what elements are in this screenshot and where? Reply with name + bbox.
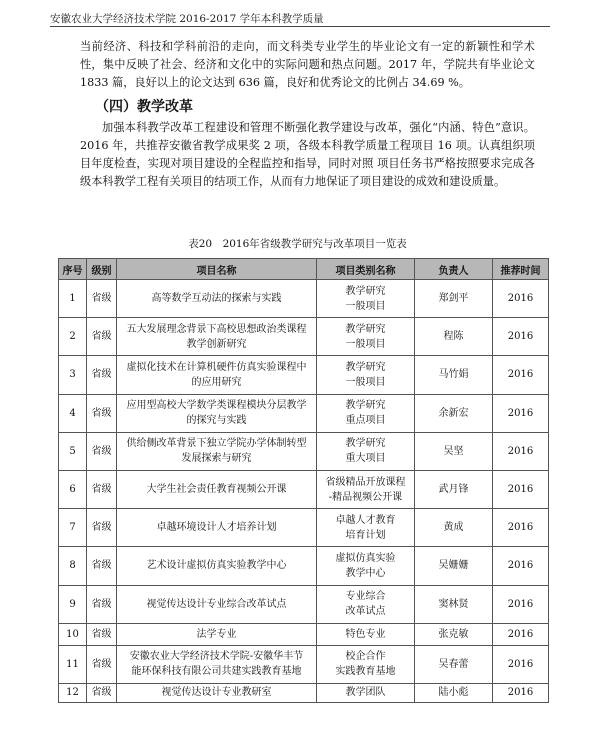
cell-index: 4 — [59, 394, 87, 432]
cell-leader: 陆小彪 — [415, 683, 493, 702]
header-cell: 序号 — [59, 259, 87, 280]
cell-category: 卓越人才教育 培育计划 — [317, 509, 415, 547]
cell-category: 专业综合 改革试点 — [317, 585, 415, 623]
header-cell: 负责人 — [415, 259, 493, 280]
cell-year: 2016 — [493, 318, 549, 356]
cell-project-name: 安徽农业大学经济技术学院-安徽华丰节 能环保科技有限公司共建实践教育基地 — [117, 645, 317, 683]
table-row — [59, 394, 549, 432]
cell-leader: 吴春蕾 — [415, 645, 493, 683]
cell-level: 省级 — [87, 645, 117, 683]
paragraph-thesis: 当前经济、科技和学科前沿的走向，而文科类专业学生的毕业论文有一定的新颖性和学术性，集中反映了社会、经济和文化中的实际问题和热点问题。2017 年，学院共有毕业论文 1833 篇，良好以上的论文达到 636 篇，良好和优秀论文的比例占 34.69 %。 — [80, 40, 535, 89]
cell-project-name: 艺术设计虚拟仿真实验教学中心 — [117, 547, 317, 585]
table-row — [59, 318, 549, 356]
page-header: 安徽农业大学经济技术学院 2016-2017 学年本科教学质量 — [50, 13, 324, 25]
cell-project-name: 卓越环境设计人才培养计划 — [117, 509, 317, 547]
cell-year: 2016 — [493, 623, 549, 645]
cell-index: 2 — [59, 318, 87, 356]
cell-leader: 窦林贤 — [415, 585, 493, 623]
cell-year: 2016 — [493, 356, 549, 394]
cell-leader: 程陈 — [415, 318, 493, 356]
cell-project-name: 虚拟化技术在计算机硬件仿真实验课程中 的应用研究 — [117, 356, 317, 394]
cell-category: 教学研究 重点项目 — [317, 394, 415, 432]
cell-index: 5 — [59, 432, 87, 470]
cell-leader: 武月锋 — [415, 470, 493, 508]
table-row — [59, 356, 549, 394]
cell-year: 2016 — [493, 683, 549, 702]
table-row — [59, 547, 549, 585]
cell-category: 教学团队 — [317, 683, 415, 702]
cell-leader: 郑剑平 — [415, 280, 493, 318]
cell-leader: 吴姗姗 — [415, 547, 493, 585]
cell-project-name: 法学专业 — [117, 623, 317, 645]
cell-category: 教学研究 一般项目 — [317, 318, 415, 356]
cell-level: 省级 — [87, 470, 117, 508]
cell-project-name: 供给侧改革背景下独立学院办学体制转型 发展探索与研究 — [117, 432, 317, 470]
table-body — [59, 280, 549, 703]
cell-year: 2016 — [493, 280, 549, 318]
cell-level: 省级 — [87, 280, 117, 318]
cell-level: 省级 — [87, 394, 117, 432]
cell-category: 校企合作 实践教育基地 — [317, 645, 415, 683]
cell-category: 教学研究 一般项目 — [317, 356, 415, 394]
table-row — [59, 509, 549, 547]
cell-project-name: 视觉传达设计专业综合改革试点 — [117, 585, 317, 623]
table-header-row — [59, 259, 549, 280]
cell-level: 省级 — [87, 623, 117, 645]
cell-project-name: 视觉传达设计专业教研室 — [117, 683, 317, 702]
cell-year: 2016 — [493, 470, 549, 508]
cell-category: 教学研究 重大项目 — [317, 432, 415, 470]
table-row — [59, 432, 549, 470]
cell-leader: 吴坚 — [415, 432, 493, 470]
projects-table — [58, 258, 549, 703]
header-cell: 推荐时间 — [493, 259, 549, 280]
cell-index: 6 — [59, 470, 87, 508]
cell-year: 2016 — [493, 509, 549, 547]
cell-leader: 张克敏 — [415, 623, 493, 645]
paragraph-reform: 加强本科教学改革工程建设和管理不断强化教学建设与改革，强化“内涵、特色”意识。2016 年，共推荐安徽省教学成果奖 2 项，各级本科教学质量工程项目 16 项。认真组织项目年度检查，实现对项目建设的全程监控和指导，同时对照 项目任务书严格按照要求完成各级本科教学工程有关项目的结项工作，从而有力地保证了项目建设的成效和建设质量。 — [80, 121, 535, 188]
cell-index: 1 — [59, 280, 87, 318]
cell-index: 11 — [59, 645, 87, 683]
table-caption: 表20 2016年省级教学研究与改革项目一览表 — [188, 238, 407, 250]
cell-category: 教学研究 一般项目 — [317, 280, 415, 318]
cell-level: 省级 — [87, 432, 117, 470]
table-row — [59, 585, 549, 623]
cell-level: 省级 — [87, 509, 117, 547]
cell-year: 2016 — [493, 432, 549, 470]
cell-index: 10 — [59, 623, 87, 645]
cell-year: 2016 — [493, 547, 549, 585]
table-row — [59, 623, 549, 645]
cell-level: 省级 — [87, 318, 117, 356]
section-title: （四）教学改革 — [95, 99, 193, 115]
cell-category: 虚拟仿真实验 教学中心 — [317, 547, 415, 585]
table-row — [59, 645, 549, 683]
header-divider — [50, 26, 550, 27]
cell-leader: 余新宏 — [415, 394, 493, 432]
cell-project-name: 高等数学互动法的探索与实践 — [117, 280, 317, 318]
cell-category: 省级精品开放课程 -精品视频公开课 — [317, 470, 415, 508]
cell-year: 2016 — [493, 394, 549, 432]
cell-level: 省级 — [87, 547, 117, 585]
table-row — [59, 470, 549, 508]
cell-leader: 黄成 — [415, 509, 493, 547]
cell-index: 12 — [59, 683, 87, 702]
cell-index: 9 — [59, 585, 87, 623]
header-cell: 项目类别名称 — [317, 259, 415, 280]
cell-index: 3 — [59, 356, 87, 394]
cell-project-name: 五大发展理念背景下高校思想政治类课程 教学创新研究 — [117, 318, 317, 356]
cell-project-name: 大学生社会责任教育视频公开课 — [117, 470, 317, 508]
cell-index: 7 — [59, 509, 87, 547]
cell-level: 省级 — [87, 356, 117, 394]
cell-level: 省级 — [87, 683, 117, 702]
table-row — [59, 683, 549, 702]
cell-year: 2016 — [493, 645, 549, 683]
cell-year: 2016 — [493, 585, 549, 623]
cell-leader: 马竹娟 — [415, 356, 493, 394]
cell-category: 特色专业 — [317, 623, 415, 645]
cell-index: 8 — [59, 547, 87, 585]
table-row — [59, 280, 549, 318]
header-cell: 项目名称 — [117, 259, 317, 280]
cell-level: 省级 — [87, 585, 117, 623]
cell-project-name: 应用型高校大学数学类课程模块分层教学 的探究与实践 — [117, 394, 317, 432]
header-cell: 级别 — [87, 259, 117, 280]
